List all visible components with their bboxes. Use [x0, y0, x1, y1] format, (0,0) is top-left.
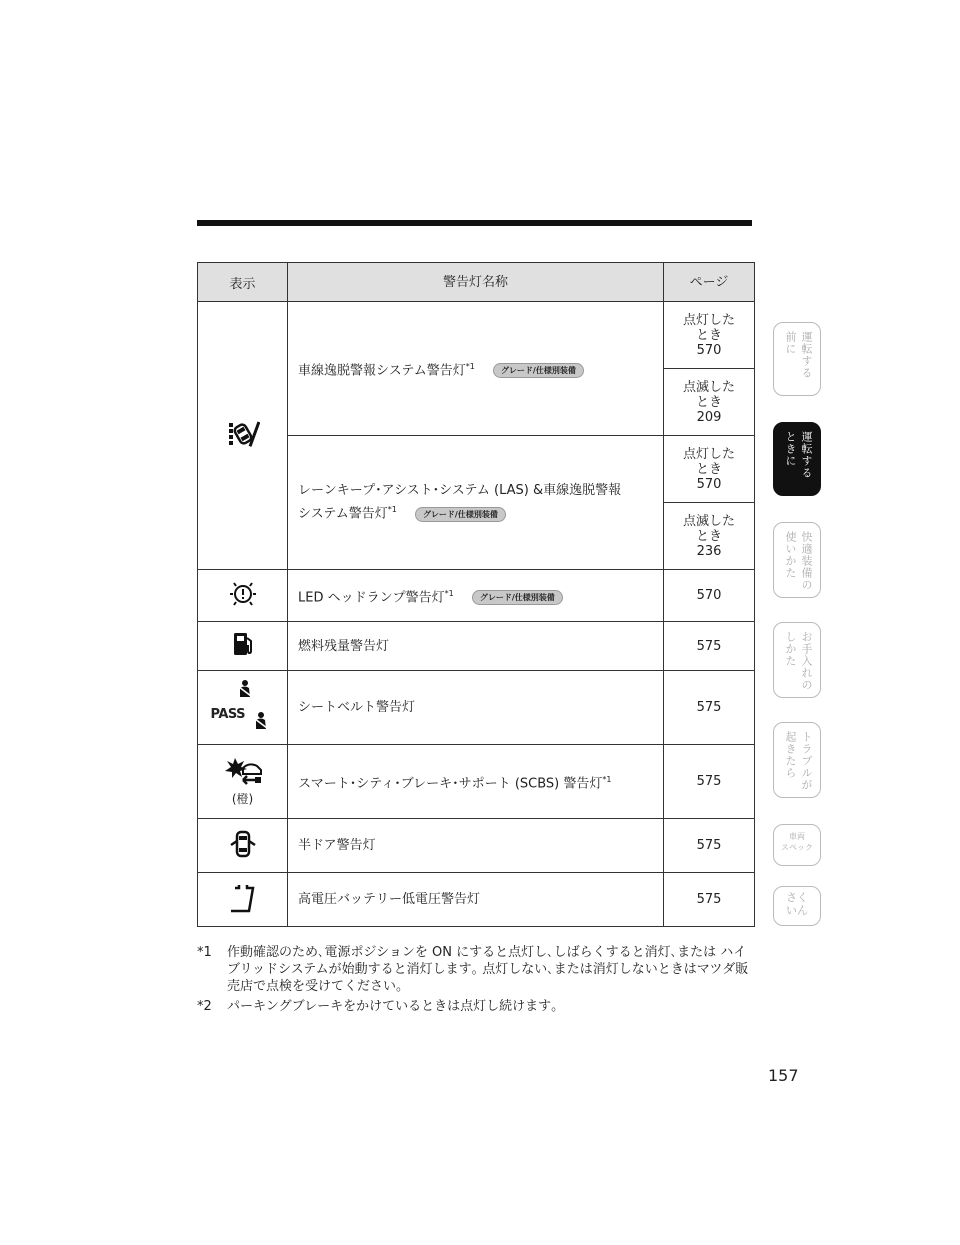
scbs-name	[288, 745, 664, 819]
footnote-ref: *1	[387, 505, 397, 515]
side-tab-label: 運転する	[800, 331, 813, 379]
side-tab-label: 使いかた	[784, 531, 797, 579]
page-ref-line: とき	[695, 461, 722, 477]
footnote-text: パーキングブレーキをかけているときは点灯し続けます｡	[227, 999, 558, 1014]
side-tab-maintenance[interactable]	[773, 622, 821, 698]
door-icon-cell	[198, 819, 288, 873]
fuel-icon-cell	[198, 622, 288, 671]
page-ref: 575	[664, 671, 755, 745]
page-ref-number: 570	[696, 476, 722, 492]
led-headlamp-warning-icon	[228, 579, 258, 609]
led-label: LED ヘッドランプ警告灯	[298, 590, 445, 606]
footnote-2	[197, 998, 757, 1015]
seatbelt-icon	[235, 679, 255, 699]
side-tab-label	[774, 887, 820, 917]
side-tab-while-driving[interactable]	[773, 422, 821, 496]
page-ref	[664, 503, 755, 570]
page-ref-line: とき	[695, 528, 722, 544]
side-tab-label: ときに	[784, 431, 797, 467]
side-tab-label: トラブルが	[800, 731, 813, 791]
table-header-row	[198, 263, 755, 302]
side-tab-specs[interactable]	[773, 824, 821, 866]
footnote-text: 作動確認のため､電源ポジションを ON にすると点灯し､しばらくすると消灯､または ハイブリッドシステムが始動すると消灯します｡ 点灯しない､または消灯しないときはマツダ販売店で点検を受けてください｡	[227, 945, 749, 994]
table-row	[198, 745, 755, 819]
grade-badge: グレード/仕様別装備	[472, 590, 563, 605]
grade-badge: グレード/仕様別装備	[415, 507, 506, 522]
table-row	[198, 671, 755, 745]
side-tab-label	[774, 825, 820, 853]
door-ajar-icon	[228, 829, 258, 859]
page-ref-line: とき	[695, 394, 722, 410]
scbs-color-note: (橙)	[231, 792, 254, 806]
side-tab-label-line: スペック	[781, 843, 813, 852]
page-ref: 575	[664, 622, 755, 671]
footnote-1	[197, 944, 757, 995]
lane-departure-icon-cell	[198, 302, 288, 570]
page-ref	[664, 369, 755, 436]
table-row	[198, 622, 755, 671]
scbs-warning-icon	[221, 756, 265, 786]
header-page: ページ	[664, 263, 755, 302]
led-icon-cell	[198, 570, 288, 622]
page-ref: 575	[664, 819, 755, 873]
side-tab-label: 快適装備の	[800, 531, 813, 591]
page-ref	[664, 436, 755, 503]
side-tab-label: お手入れの	[800, 631, 813, 691]
table-row	[198, 570, 755, 622]
page-ref-line: とき	[695, 327, 722, 343]
side-tab-label-line: 車両	[789, 832, 805, 841]
lane-departure-label: 車線逸脱警報システム警告灯	[298, 363, 466, 379]
footnote-ref: *1	[465, 361, 475, 371]
page-ref: 570	[664, 570, 755, 622]
side-tab-label: 前に	[784, 331, 797, 355]
side-tab-label: 起きたら	[784, 731, 797, 779]
led-name	[288, 570, 664, 622]
footnotes	[197, 944, 757, 1018]
page-ref-line: 点滅した	[682, 513, 735, 529]
header-name: 警告灯名称	[288, 263, 664, 302]
table-row	[198, 302, 755, 369]
page-ref-line: 点灯した	[682, 312, 735, 328]
side-tab-comfort[interactable]	[773, 522, 821, 598]
footnote-ref: *1	[602, 774, 612, 784]
page-ref: 575	[664, 873, 755, 927]
las-label-line1: レーンキープ･アシスト･システム (LAS) &車線逸脱警報	[298, 483, 622, 499]
side-tab-index[interactable]	[773, 886, 821, 926]
fuel-pump-icon	[230, 630, 256, 658]
page-ref: 575	[664, 745, 755, 819]
side-tab-before-driving[interactable]	[773, 322, 821, 396]
page-ref-number: 570	[696, 342, 722, 358]
table-row	[198, 819, 755, 873]
hv-battery-icon	[227, 882, 259, 914]
page-ref-line: 点灯した	[682, 446, 735, 462]
side-tab-troubles[interactable]	[773, 722, 821, 798]
lane-departure-icon	[226, 417, 260, 451]
scbs-label: スマート･シティ･ブレーキ･サポート (SCBS) 警告灯	[298, 776, 603, 792]
scbs-icon-cell	[198, 745, 288, 819]
page-number: 157	[768, 1066, 799, 1085]
seatbelt-name: シートベルト警告灯	[288, 671, 664, 745]
las-label-line2: システム警告灯	[298, 506, 388, 522]
header-display: 表示	[198, 263, 288, 302]
fuel-name: 燃料残量警告灯	[288, 622, 664, 671]
passenger-label: PASS	[210, 706, 246, 722]
page-ref-number: 236	[696, 543, 722, 559]
las-name	[288, 436, 664, 570]
warning-light-table	[197, 262, 755, 927]
side-tab-label: しかた	[784, 631, 797, 667]
battery-name: 高電圧バッテリー低電圧警告灯	[288, 873, 664, 927]
footnote-mark: *1	[197, 945, 212, 960]
footnote-mark: *2	[197, 999, 212, 1014]
grade-badge: グレード/仕様別装備	[493, 363, 584, 378]
passenger-seatbelt-icon	[251, 711, 271, 731]
top-rule	[197, 220, 752, 226]
door-name: 半ドア警告灯	[288, 819, 664, 873]
page-ref-number: 209	[696, 409, 722, 425]
seatbelt-icon-cell	[198, 671, 288, 745]
side-tab-label-line: さく	[786, 891, 808, 904]
lane-departure-name	[288, 302, 664, 436]
footnote-ref: *1	[444, 588, 454, 598]
side-tab-label-line: いん	[786, 904, 808, 917]
side-tab-label: 運転する	[800, 431, 813, 479]
battery-icon-cell	[198, 873, 288, 927]
page-ref-line: 点滅した	[682, 379, 735, 395]
page-ref	[664, 302, 755, 369]
table-row	[198, 873, 755, 927]
